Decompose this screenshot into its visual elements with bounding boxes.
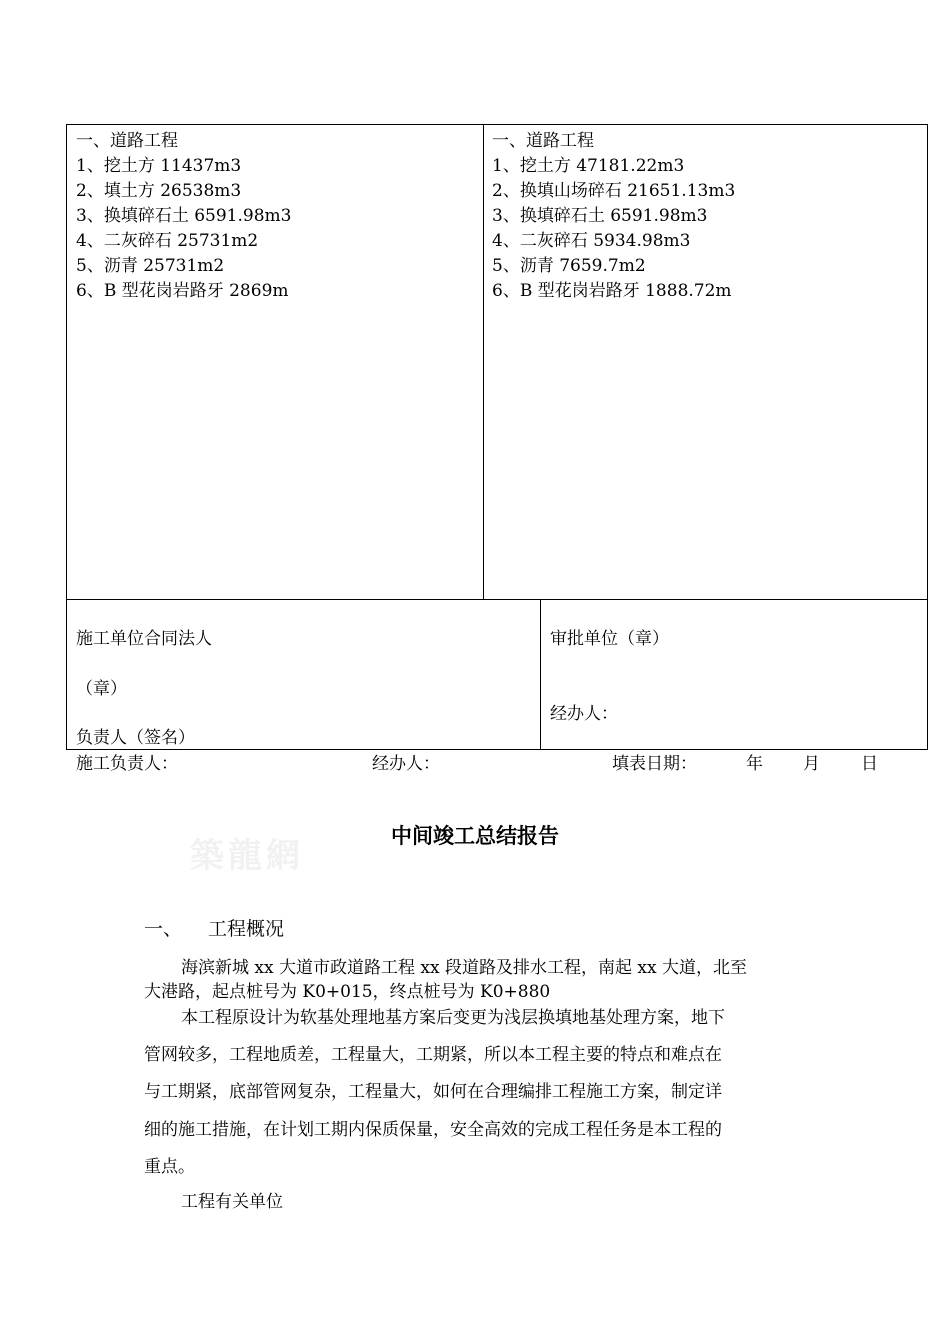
- list-item: 3、换填碎石土 6591.98m3: [492, 206, 708, 226]
- list-item: 6、B 型花岗岩路牙 2869m: [76, 281, 289, 301]
- table-divider: [540, 600, 541, 749]
- left-column: [76, 129, 291, 304]
- paragraph-line: 工程有关单位: [181, 1192, 283, 1212]
- paragraph-line: 与工期紧，底部管网复杂，工程量大，如何在合理编排工程施工方案，制定详: [144, 1082, 722, 1102]
- month-label: 月: [803, 754, 820, 774]
- paragraph-line: 海滨新城 xx 大道市政道路工程 xx 段道路及排水工程，南起 xx 大道，北至: [181, 958, 747, 978]
- paragraph-line: 本工程原设计为软基处理地基方案后变更为浅层换填地基处理方案，地下: [181, 1008, 725, 1028]
- list-item: 2、换填山场碎石 21651.13m3: [492, 181, 736, 201]
- list-item: 6、B 型花岗岩路牙 1888.72m: [492, 281, 732, 301]
- responsible-signature-label: 负责人（签名）: [76, 728, 195, 748]
- section-title: 工程概况: [208, 918, 285, 940]
- left-heading: 一、道路工程: [76, 131, 178, 151]
- footer-handler-label: 经办人：: [372, 754, 440, 774]
- list-item: 5、沥青 25731m2: [76, 256, 225, 276]
- section-heading: [144, 914, 284, 941]
- list-item: 5、沥青 7659.7m2: [492, 256, 646, 276]
- table-divider: [483, 125, 484, 599]
- paragraph-line: 重点。: [144, 1157, 195, 1177]
- quantity-table: [66, 124, 928, 600]
- list-item: 4、二灰碎石 5934.98m3: [492, 231, 691, 251]
- construction-unit-label: 施工单位合同法人: [76, 629, 212, 649]
- page-title: 中间竣工总结报告: [391, 824, 559, 848]
- list-item: 2、填土方 26538m3: [76, 181, 242, 201]
- approval-unit-label: 审批单位（章）: [550, 629, 669, 649]
- paragraph-line: 管网较多，工程地质差，工程量大，工期紧，所以本工程主要的特点和难点在: [144, 1045, 722, 1065]
- right-heading: 一、道路工程: [492, 131, 594, 151]
- handler-label: 经办人：: [550, 704, 618, 724]
- list-item: 1、挖土方 11437m3: [76, 156, 242, 176]
- signature-table: [66, 599, 928, 750]
- construction-lead-label: 施工负责人：: [76, 754, 178, 774]
- right-column: [492, 129, 735, 304]
- paragraph-line: 细的施工措施，在计划工期内保质保量，安全高效的完成工程任务是本工程的: [144, 1120, 722, 1140]
- list-item: 4、二灰碎石 25731m2: [76, 231, 259, 251]
- list-item: 3、换填碎石土 6591.98m3: [76, 206, 292, 226]
- list-item: 1、挖土方 47181.22m3: [492, 156, 685, 176]
- year-label: 年: [746, 754, 763, 774]
- fill-date-label: 填表日期：: [612, 754, 697, 774]
- seal-label: （章）: [76, 679, 127, 699]
- day-label: 日: [861, 754, 878, 774]
- section-number: 一、: [144, 918, 183, 940]
- watermark: 築龍網: [190, 836, 304, 876]
- paragraph-line: 大港路，起点桩号为 K0+015，终点桩号为 K0+880: [144, 982, 551, 1002]
